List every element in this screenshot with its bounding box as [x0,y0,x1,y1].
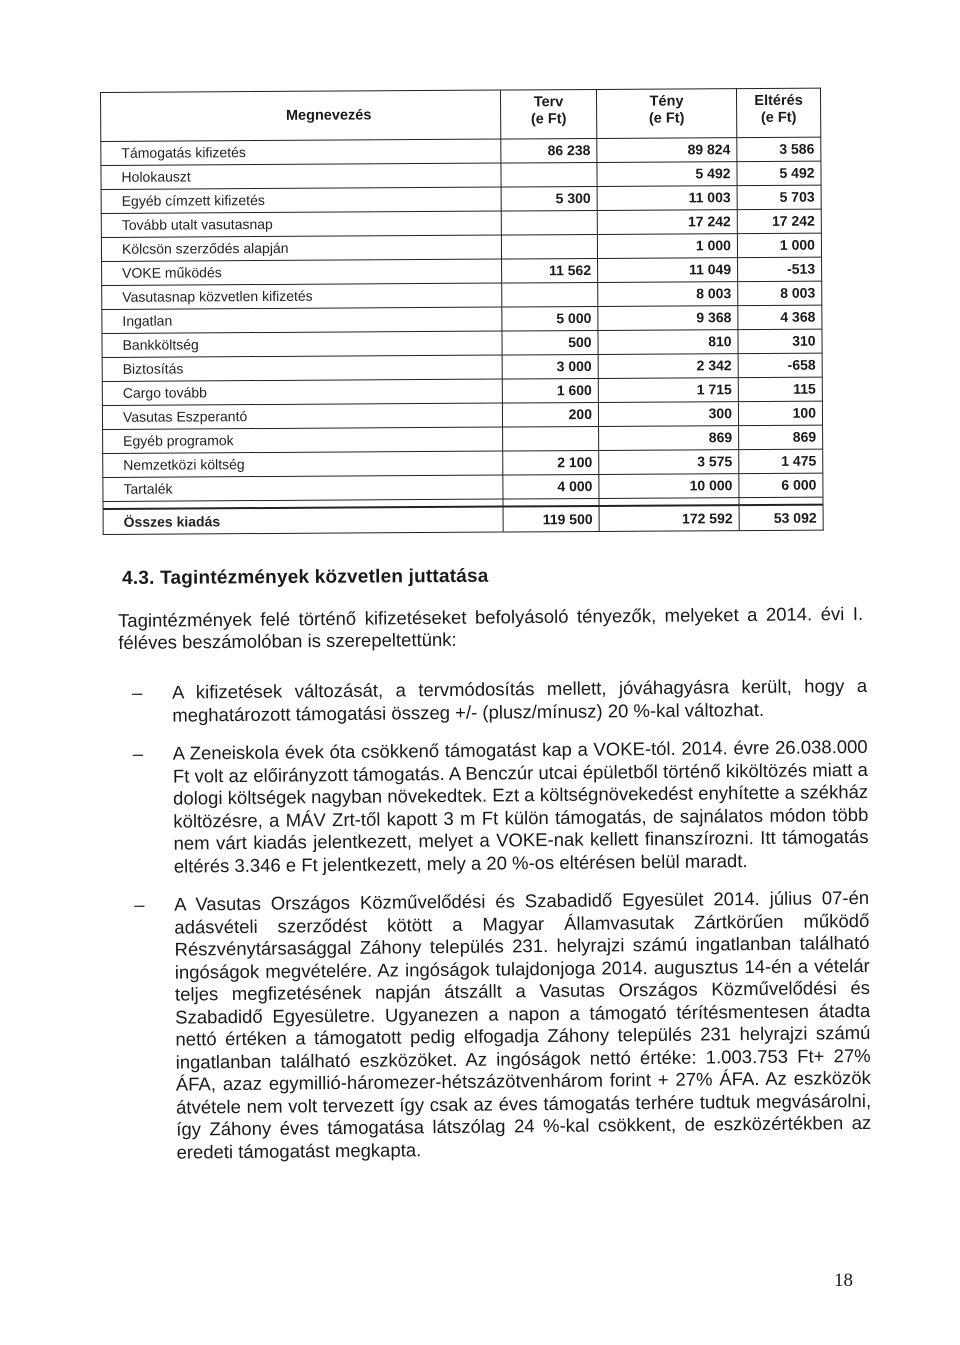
row-plan: 2 100 [503,450,599,475]
row-name: Egyéb programok [103,427,503,453]
table-body [101,137,823,534]
row-diff: 5 492 [737,161,821,186]
row-actual: 8 003 [598,282,738,307]
row-diff: 3 586 [737,137,821,162]
row-actual: 9 368 [598,306,738,331]
row-diff: 115 [738,377,822,402]
bullet-text: A kifizetések változását, a tervmódosítás mellett, jóváhagyásra került, hogy a meghatározott támogatási összeg +/- (plusz/mínusz) 20 %-kal változhat. [171,674,868,726]
row-diff: 100 [738,401,822,426]
row-name: Támogatás kifizetés [101,139,501,165]
table-row [103,449,823,477]
row-actual: 3 575 [599,450,739,475]
table-row [102,401,822,429]
row-diff: 17 242 [737,209,821,234]
row-name: Kölcsön szerződés alapján [101,235,501,261]
row-actual: 2 342 [598,354,738,379]
table-row [101,137,821,165]
section-heading: 4.3. Tagintézmények közvetlen juttatása [122,565,489,589]
row-actual: 5 492 [597,162,737,187]
row-plan [503,426,599,451]
row-actual: 810 [598,330,738,355]
row-plan: 11 562 [502,258,598,283]
row-diff: 1 475 [739,449,823,474]
row-actual: 11 003 [597,186,737,211]
table-row [103,425,823,453]
header-name: Megnevezés [101,90,501,141]
row-plan: 3 000 [502,354,598,379]
row-diff: 5 703 [737,185,821,210]
page-number: 18 [834,1270,853,1291]
row-actual: 1 000 [597,234,737,259]
bullet-dash: – [132,742,144,764]
table-row [102,329,822,357]
row-plan: 4 000 [503,474,599,499]
table-header-row [101,88,821,141]
total-plan: 119 500 [503,506,599,532]
row-name: Biztosítás [102,355,502,381]
row-name: Tovább utalt vasutasnap [101,211,501,237]
row-plan [501,162,597,187]
row-name: Vasutas Eszperantó [102,403,502,429]
table-row [101,233,821,261]
bullet-item [134,887,872,1164]
bullet-dash: – [134,893,145,915]
row-plan [501,234,597,259]
row-name: Bankköltség [102,331,502,357]
header-plan: Terv (e Ft) [500,89,596,139]
section-intro: Tagintézmények felé történő kifizetéseket befolyásoló tényezők, melyeket a 2014. évi I. féléves beszámolóban is szerepeltettünk: [118,602,864,653]
row-actual: 11 049 [598,258,738,283]
row-name: Holokauszt [101,163,501,189]
row-diff: 1 000 [737,233,821,258]
row-actual: 17 242 [597,210,737,235]
table-row [101,185,821,213]
row-plan: 500 [502,330,598,355]
row-name: Nemzetközi költség [103,451,503,477]
total-actual: 172 592 [599,505,739,531]
row-name: Ingatlan [102,307,502,333]
table-row [101,209,821,237]
row-plan: 1 600 [502,378,598,403]
bullet-dash: – [132,681,143,703]
row-diff: 869 [739,425,823,450]
bullet-list [132,675,872,1180]
row-name: VOKE működés [102,259,502,285]
table-row [102,281,822,309]
table-row [103,473,823,501]
table-row [102,305,822,333]
row-plan: 86 238 [501,138,597,163]
row-actual: 1 715 [598,378,738,403]
row-actual: 89 824 [597,138,737,163]
row-diff: 8 003 [738,281,822,306]
table-row [102,353,822,381]
bullet-item [133,736,869,878]
row-plan: 200 [502,402,598,427]
row-name: Egyéb címzett kifizetés [101,187,501,213]
table-row [101,161,821,189]
table-row [102,257,822,285]
total-name: Összes kiadás [103,507,503,535]
row-diff: -658 [738,353,822,378]
row-diff: 4 368 [738,305,822,330]
row-plan [502,282,598,307]
row-actual: 10 000 [599,474,739,499]
total-diff: 53 092 [739,505,823,531]
row-actual: 869 [599,426,739,451]
row-plan: 5 000 [502,306,598,331]
bullet-item [132,675,867,727]
row-name: Vasutasnap közvetlen kifizetés [102,283,502,309]
row-actual: 300 [598,402,738,427]
row-diff: 310 [738,329,822,354]
row-name: Cargo tovább [102,379,502,405]
budget-table [100,88,824,535]
row-plan: 5 300 [501,186,597,211]
table-row [102,377,822,405]
row-name: Tartalék [103,475,503,501]
bullet-text: A Zeneiskola évek óta csökkenő támogatást kap a VOKE-tól. 2014. évre 26.038.000 Ft volt az előirányzott támogatás. A Benczúr utcai épületből történő kiköltözés miatt a dologi költségek nagyban növekedtek. Ezt a költségnövekedést enyhítette a székház költözésre, a MÁV Zrt-től kapott 3 m Ft külön támogatás, de sajnálatos módon több nem várt kiadás jelentkezett, melyet a VOKE-nak kellett finanszírozni. Itt támogatás eltérés 3.346 e Ft jelentkezett, mely a 20 %-os eltérésen belül maradt. [172,735,869,877]
header-actual: Tény (e Ft) [596,89,736,139]
bullet-text: A Vasutas Országos Közművelődési és Szabadidő Egyesület 2014. július 07-én adásvételi szerződést kötött a Magyar Államvasutak Zártkörűen működő Részvénytársasággal Záhony település 231. helyrajzi számú ingatlanban található ingóságok megvételére. Az ingóságok tulajdonjoga 2014. augusztus 14-én a vételár teljes megfizetésének napján átszállt a Vasutas Országos Közművelődési és Szabadidő Egyesületre. Ugyanezen a napon a támogató térítésmentesen átadta nettó értéken a támogatott pedig elfogadja Záhony település 231 helyrajzi számú ingatlanban található eszközöket. Az ingóságok nettó értéke: 1.003.753 Ft+ 27% ÁFA, azaz egymillió-háromezer-hétszázötvenhárom forint + 27% ÁFA. Az eszközök átvétele nem volt tervezett így csak az éves támogatás terhére tudtuk megvásárolni, így Záhony éves támogatása látszólag 24 %-kal csökkent, de eszközértékben az eredeti támogatást megkapta. [174,886,872,1163]
row-diff: -513 [738,257,822,282]
table-total-row [103,505,823,535]
row-diff: 6 000 [739,473,823,498]
row-plan [501,210,597,235]
header-diff: Eltérés (e Ft) [736,88,820,138]
